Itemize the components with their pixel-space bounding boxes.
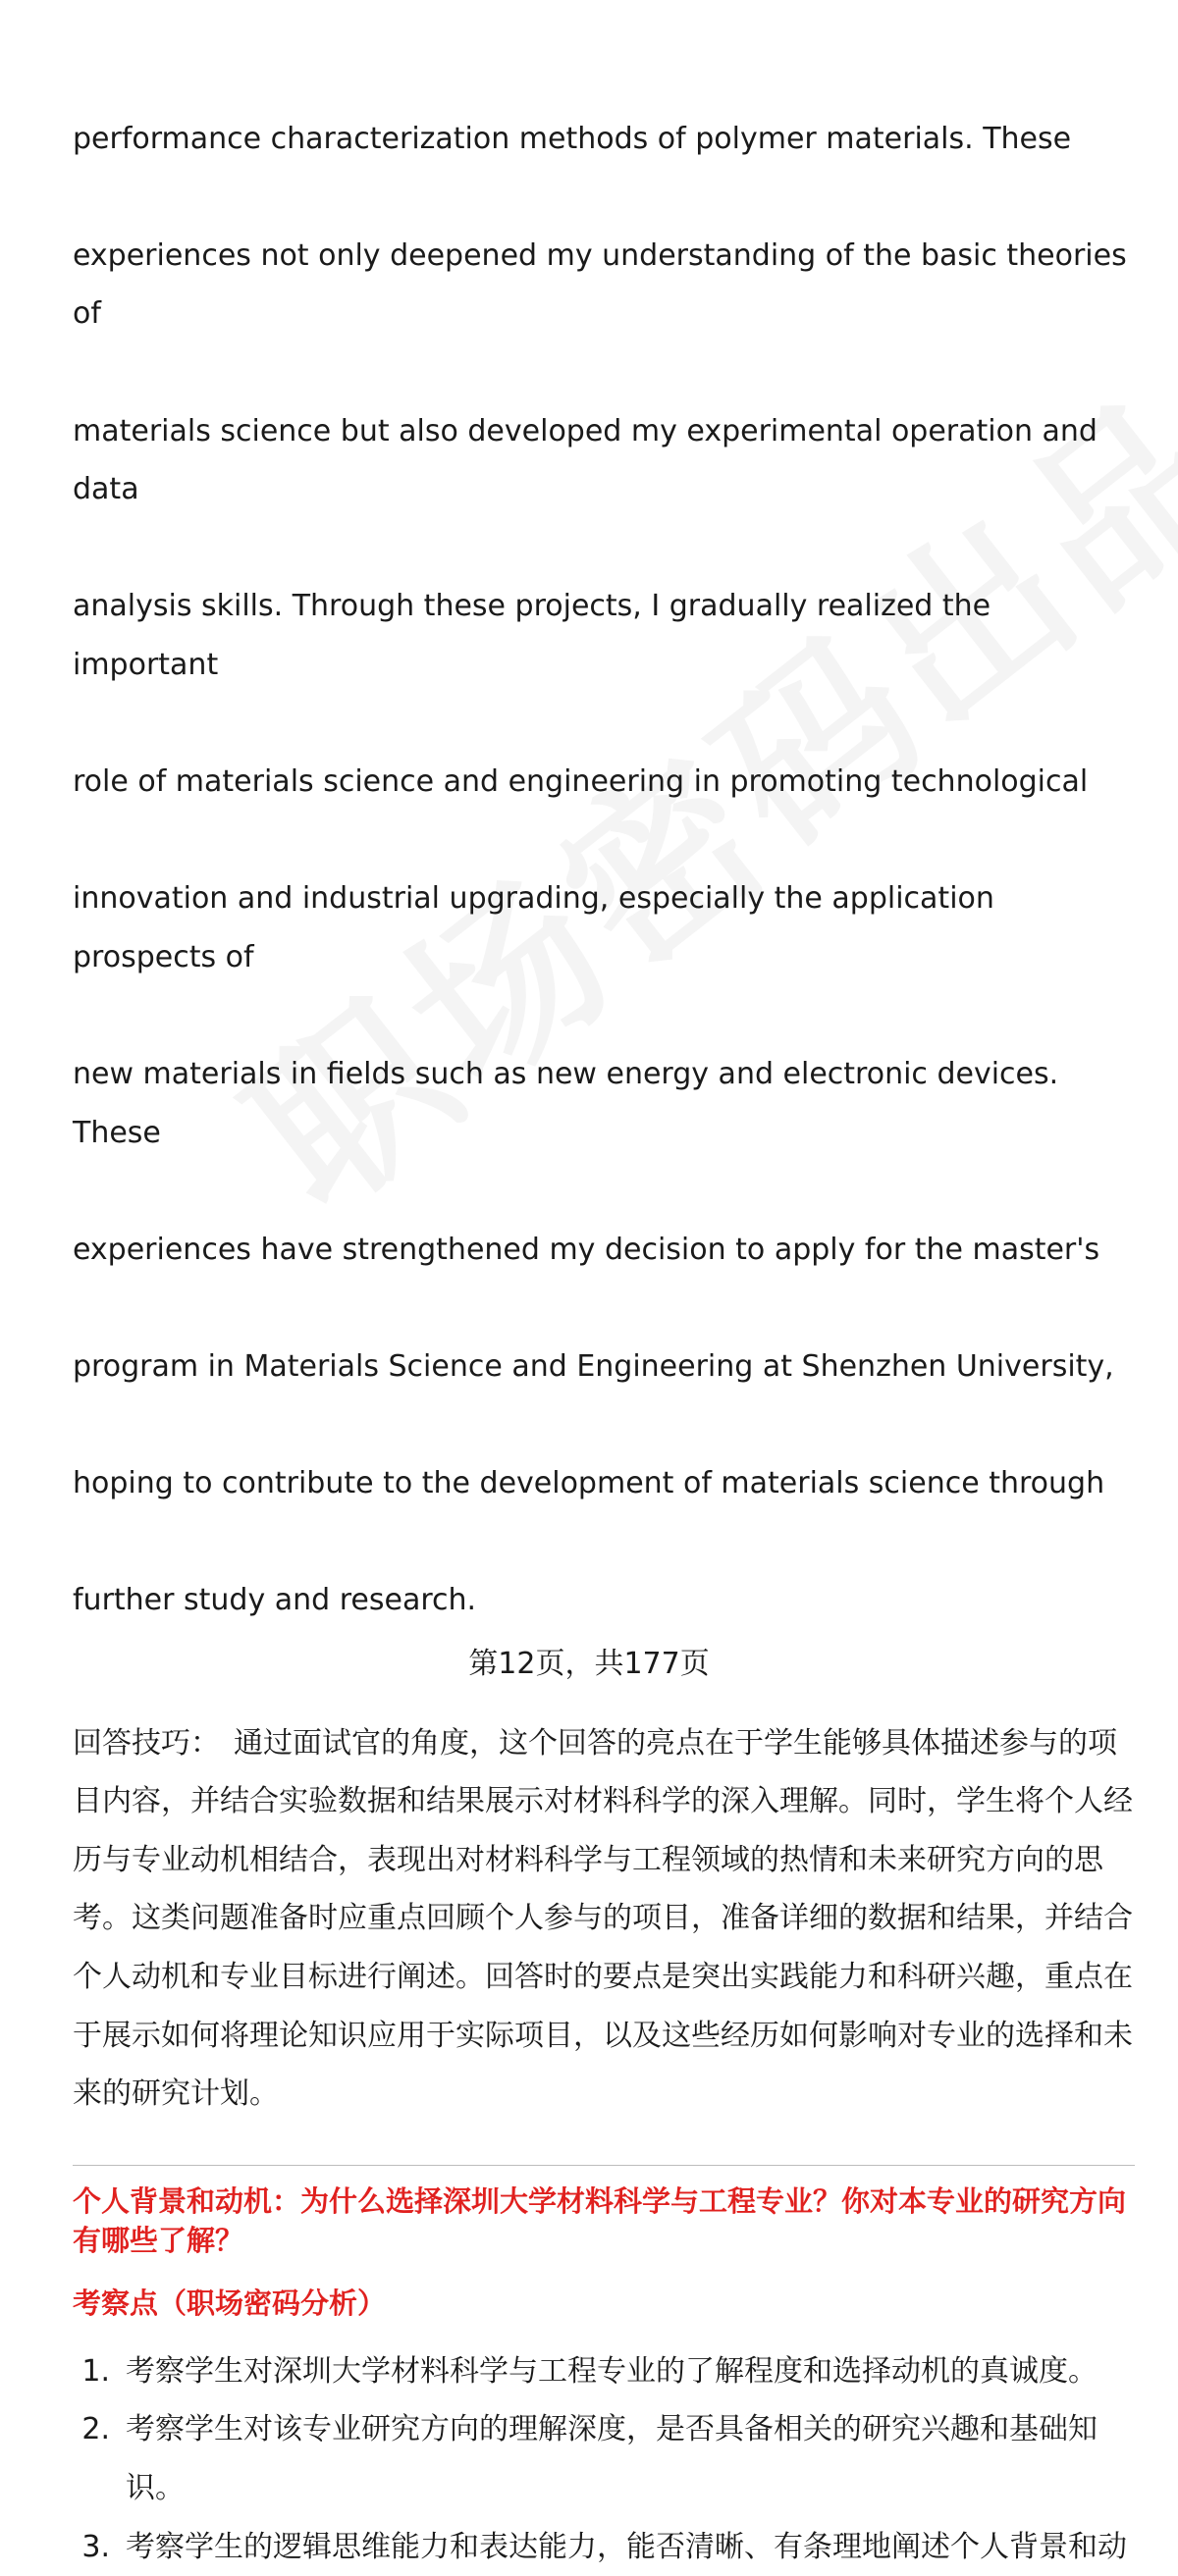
- question-heading: 个人背景和动机：为什么选择深圳大学材料科学与工程专业？你对本专业的研究方向有哪些了解？: [73, 2183, 1127, 2257]
- paragraph-line: experiences not only deepened my understanding of the basic theories of: [73, 237, 1127, 332]
- list-item: [73, 2518, 1135, 2576]
- section-divider: [73, 2165, 1135, 2166]
- list-item: [73, 2342, 1135, 2401]
- paragraph-line: experiences have strengthened my decision to apply for the master's: [73, 1232, 1100, 1267]
- paragraph-line: program in Materials Science and Engineering at Shenzhen University,: [73, 1349, 1114, 1385]
- list-item-text: 考察学生对该专业研究方向的理解深度，是否具备相关的研究兴趣和基础知识。: [126, 2412, 1098, 2505]
- paragraph-line: new materials in fields such as new energy and electronic devices. These: [73, 1057, 1059, 1150]
- list-item-text: 考察学生的逻辑思维能力和表达能力，能否清晰、有条理地阐述个人背景和动: [126, 2529, 1127, 2564]
- document-page: [73, 51, 1135, 2576]
- list-number: 1.: [81, 2353, 110, 2389]
- paragraph-line: performance characterization methods of polymer materials. These: [73, 121, 1072, 156]
- english-paragraph: [73, 51, 1135, 1689]
- tips-label: 回答技巧：: [73, 1725, 220, 1761]
- list-item: [73, 2400, 1135, 2517]
- assessment-points-list: [73, 2342, 1135, 2576]
- paragraph-line: analysis skills. Through these projects, I gradually realized the important: [73, 589, 991, 682]
- paragraph-line: innovation and industrial upgrading, especially the application prospects of: [73, 881, 994, 974]
- list-number: 3.: [81, 2529, 110, 2564]
- answer-tips: [73, 1714, 1135, 2124]
- paragraph-line: hoping to contribute to the development of materials science through: [73, 1466, 1105, 1501]
- list-item-text: 考察学生对深圳大学材料科学与工程专业的了解程度和选择动机的真诚度。: [126, 2353, 1098, 2389]
- paragraph-line: role of materials science and engineering in promoting technological: [73, 764, 1089, 800]
- assessment-points-heading: 考察点（职场密码分析）: [73, 2286, 387, 2320]
- list-number: 2.: [81, 2412, 110, 2447]
- page-number: 第12页，共177页: [468, 1647, 710, 1681]
- tips-text: 通过面试官的角度，这个回答的亮点在于学生能够具体描述参与的项目内容，并结合实验数据和结果展示对材料科学的深入理解。同时，学生将个人经历与专业动机相结合，表现出对材料科学与工程领域的热情和未来研究方向的思考。这类问题准备时应重点回顾个人参与的项目，准备详细的数据和结果，并结合个人动机和专业目标进行阐述。回答时的要点是突出实践能力和科研兴趣，重点在于展示如何将理论知识应用于实际项目，以及这些经历如何影响对专业的选择和未来的研究计划。: [73, 1725, 1133, 2112]
- paragraph-line: materials science but also developed my experimental operation and data: [73, 413, 1098, 507]
- paragraph-line: further study and research.: [73, 1583, 477, 1618]
